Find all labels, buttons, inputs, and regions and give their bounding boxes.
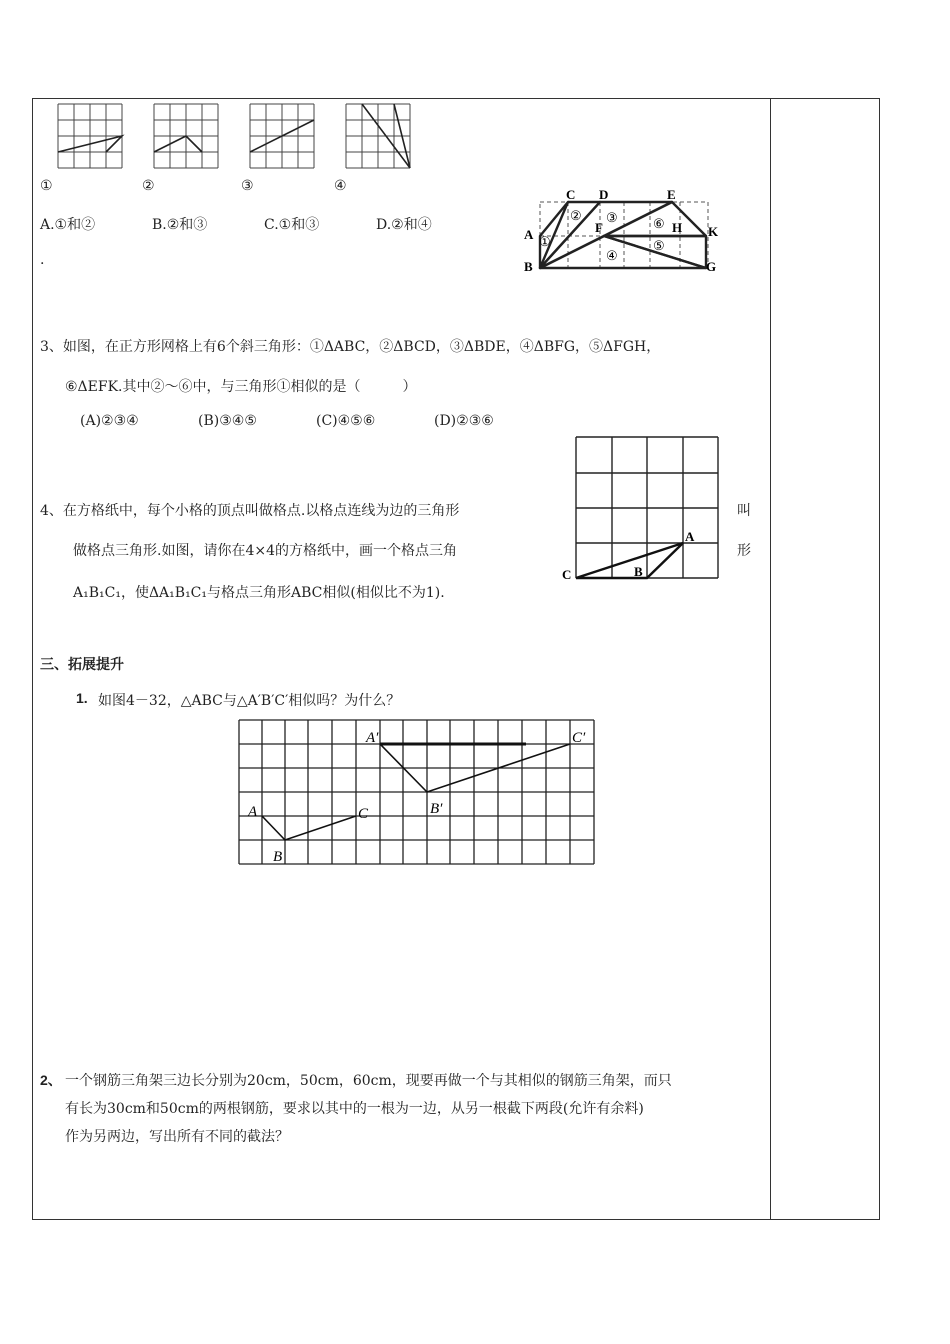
s3-pt-B-prime: B′ bbox=[430, 801, 443, 817]
region-4: ④ bbox=[606, 249, 618, 264]
s3-pt-B: B bbox=[273, 849, 283, 865]
q2-option-d: D.②和④ bbox=[376, 217, 432, 233]
q3-option-b: (B)③④⑤ bbox=[198, 413, 257, 429]
s3-q2-num: 2、 bbox=[40, 1072, 62, 1088]
pt-F: F bbox=[595, 220, 603, 235]
pt-G: G bbox=[706, 259, 717, 274]
s3-pt-C: C bbox=[358, 806, 369, 822]
figure-label-3: ③ bbox=[241, 178, 254, 194]
page-frame bbox=[32, 98, 880, 1220]
q4-line1-end: 叫 bbox=[737, 503, 751, 519]
q4-pt-A: A bbox=[685, 529, 695, 544]
q3-option-c: (C)④⑤⑥ bbox=[316, 413, 376, 429]
pt-E: E bbox=[667, 187, 676, 202]
q4-line3: A₁B₁C₁，使ΔA₁B₁C₁与格点三角形ABC相似(相似比不为1). bbox=[73, 585, 445, 601]
s3-pt-A-prime: A′ bbox=[366, 730, 379, 746]
region-1: ① bbox=[539, 235, 551, 250]
pt-C: C bbox=[566, 187, 576, 202]
s3-q2-line2: 有长为30cm和50cm的两根钢筋，要求以其中的一根为一边，从另一根截下两段(允许有余料) bbox=[65, 1101, 644, 1117]
q4-pt-B: B bbox=[634, 564, 643, 579]
q3-option-d: (D)②③⑥ bbox=[434, 413, 494, 429]
grid-figure-1 bbox=[58, 104, 122, 168]
section3-heading: 三、拓展提升 bbox=[40, 657, 124, 673]
figure-label-2: ② bbox=[142, 178, 155, 194]
region-6: ⑥ bbox=[653, 217, 665, 232]
figure-label-1: ① bbox=[40, 178, 53, 194]
q4-line2: 做格点三角形.如图，请你在4×4的方格纸中，画一个格点三角 bbox=[73, 543, 457, 559]
s3-q2-line1: 一个钢筋三角架三边长分别为20cm，50cm，60cm，现要再做一个与其相似的钢筋三角架，而只 bbox=[65, 1073, 672, 1089]
pt-B: B bbox=[524, 259, 533, 274]
q2-option-c: C.①和③ bbox=[264, 217, 320, 233]
q3-line1: 3、如图，在正方形网格上有6个斜三角形：①ΔABC，②ΔBCD，③ΔBDE，④ΔBFG，⑤ΔFGH， bbox=[40, 339, 661, 355]
s3-q2-line3: 作为另两边，写出所有不同的截法？ bbox=[65, 1129, 289, 1145]
q3-line2: ⑥ΔEFK.其中②～⑥中，与三角形①相似的是（ ） bbox=[65, 379, 417, 395]
side-column-divider bbox=[770, 98, 771, 1220]
grid-figure-4 bbox=[346, 104, 410, 168]
s3-pt-A: A bbox=[248, 804, 258, 820]
q4-pt-C: C bbox=[562, 567, 572, 582]
region-3: ③ bbox=[606, 211, 618, 226]
region-5: ⑤ bbox=[653, 239, 665, 254]
q2-grid-figures bbox=[55, 102, 435, 172]
q4-line2-end: 形 bbox=[737, 543, 751, 559]
pt-A: A bbox=[524, 227, 534, 242]
figure-label-4: ④ bbox=[334, 178, 347, 194]
pt-D: D bbox=[599, 187, 609, 202]
s3-pt-C-prime: C′ bbox=[572, 730, 586, 746]
q4-line1: 4、在方格纸中，每个小格的顶点叫做格点.以格点连线为边的三角形 bbox=[40, 503, 460, 519]
q3-option-a: (A)②③④ bbox=[80, 413, 139, 429]
s3-q1-text: 如图4－32，△ABC与△A′B′C′相似吗？为什么？ bbox=[98, 693, 401, 709]
grid-figure-2 bbox=[154, 104, 218, 168]
s3-q1-num: 1. bbox=[76, 690, 88, 706]
q2-triangle-diagram bbox=[520, 184, 730, 276]
grid-figure-3 bbox=[250, 104, 314, 168]
q2-option-b: B.②和③ bbox=[152, 217, 208, 233]
q2-option-a: A.①和② bbox=[40, 217, 96, 233]
region-2: ② bbox=[570, 209, 582, 224]
pt-K: K bbox=[708, 224, 719, 239]
pt-H: H bbox=[672, 220, 683, 235]
q4-grid bbox=[558, 433, 724, 583]
q2-stray-dot: . bbox=[40, 252, 45, 268]
s3-q1-grid bbox=[236, 716, 602, 876]
